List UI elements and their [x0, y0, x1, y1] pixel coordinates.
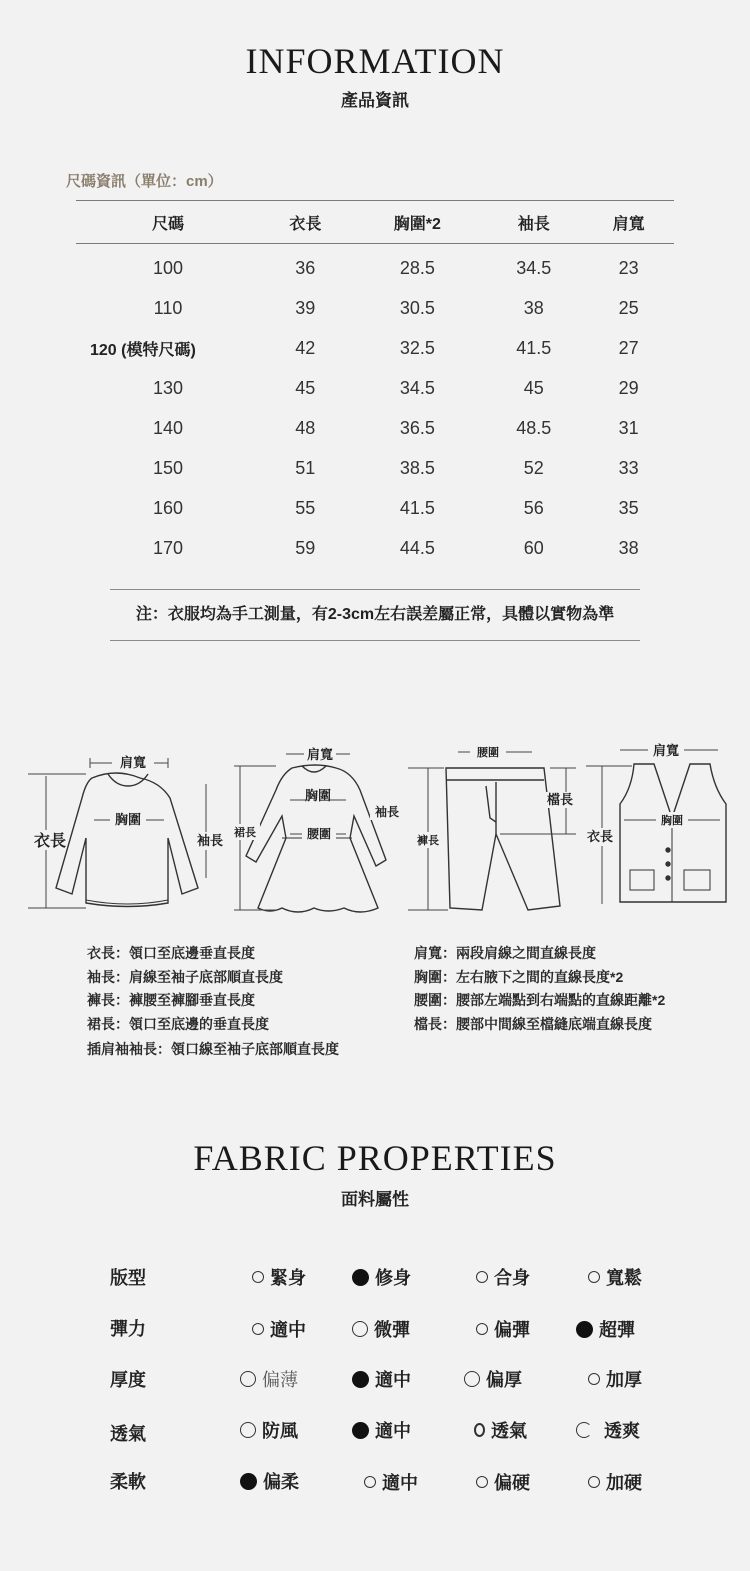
fabric-option-selected: 適中 — [352, 1417, 411, 1443]
table-header-row — [76, 201, 674, 244]
vest-illustration — [620, 764, 726, 902]
fabric-option: 緊身 — [252, 1264, 306, 1290]
fabric-option: 適中 — [364, 1469, 418, 1495]
table-row — [76, 408, 674, 448]
label-shoulder: 肩寬 — [119, 755, 147, 770]
cell: 30.5 — [399, 297, 435, 318]
table-row — [76, 448, 674, 488]
radio-empty-icon — [588, 1476, 600, 1488]
cell: 29 — [618, 377, 639, 398]
cell: 130 — [152, 377, 184, 398]
table-row — [76, 328, 674, 368]
cell: 110 — [153, 297, 183, 318]
cell: 52 — [523, 457, 544, 478]
radio-empty-icon — [474, 1423, 485, 1437]
radio-empty-icon — [588, 1271, 600, 1283]
radio-empty-icon — [576, 1422, 592, 1438]
fabric-title-zh: 面料屬性 — [341, 1190, 409, 1209]
info-title-en: INFORMATION — [245, 41, 505, 81]
fabric-option-selected: 適中 — [352, 1366, 411, 1392]
fabric-option-selected: 超彈 — [576, 1316, 635, 1342]
radio-filled-icon — [576, 1321, 593, 1338]
sweater-illustration — [56, 773, 198, 907]
cell: 140 — [152, 417, 184, 438]
cell: 60 — [523, 537, 544, 558]
radio-empty-icon — [240, 1422, 256, 1438]
fabric-option: 微彈 — [352, 1316, 410, 1342]
cell: 42 — [295, 337, 316, 358]
info-title-zh: 產品資訊 — [341, 91, 409, 110]
radio-filled-icon — [352, 1422, 369, 1439]
definition-item: 肩寬：兩段肩線之間直線長度 — [414, 945, 596, 961]
fabric-option: 偏薄 — [240, 1366, 298, 1392]
label-chest: 胸圍 — [114, 812, 142, 827]
definition-item: 袖長：肩線至袖子底部順直長度 — [87, 969, 283, 985]
col-header-sleeve: 袖長 — [484, 201, 583, 244]
table-row — [76, 244, 674, 289]
fabric-option: 加硬 — [588, 1469, 642, 1495]
fabric-option: 加厚 — [588, 1366, 642, 1392]
fabric-label-thickness: 厚度 — [110, 1370, 146, 1390]
fabric-option: 透爽 — [576, 1417, 640, 1443]
label-vest-shoulder: 肩寬 — [652, 743, 680, 758]
cell: 41.5 — [516, 337, 552, 358]
table-row — [76, 488, 674, 528]
cell: 48 — [295, 417, 316, 438]
definition-item: 衣長：領口至底邊垂直長度 — [87, 945, 255, 961]
fabric-option: 偏硬 — [476, 1469, 530, 1495]
cell: 35 — [618, 497, 639, 518]
radio-empty-icon — [252, 1271, 264, 1283]
cell: 32.5 — [399, 337, 435, 358]
fabric-label-fit: 版型 — [110, 1268, 146, 1288]
size-table — [76, 201, 674, 568]
fabric-option-selected: 偏柔 — [240, 1468, 299, 1494]
cell: 28.5 — [399, 257, 435, 278]
label-length: 衣長 — [33, 833, 67, 850]
cell: 39 — [295, 297, 316, 318]
fabric-option: 透氣 — [474, 1417, 527, 1443]
label-sleeve: 袖長 — [196, 833, 224, 848]
table-row — [76, 528, 674, 568]
label-dress-waist: 腰圍 — [306, 827, 332, 841]
radio-empty-icon — [588, 1373, 600, 1385]
radio-empty-icon — [364, 1476, 376, 1488]
definition-item: 插肩袖袖長：領口線至袖子底部順直長度 — [87, 1041, 339, 1057]
radio-empty-icon — [476, 1476, 488, 1488]
cell: 160 — [152, 497, 184, 518]
radio-filled-icon — [352, 1371, 369, 1388]
cell: 170 — [152, 537, 184, 558]
label-vest-length: 衣長 — [586, 829, 614, 844]
radio-filled-icon — [240, 1473, 257, 1490]
cell: 100 — [152, 257, 184, 278]
label-dress-sleeve: 袖長 — [374, 805, 400, 819]
label-rise: 檔長 — [546, 792, 574, 807]
cell: 44.5 — [399, 537, 435, 558]
col-header-size: 尺碼 — [76, 201, 260, 244]
radio-empty-icon — [352, 1321, 368, 1337]
cell: 51 — [295, 457, 316, 478]
cell: 56 — [523, 497, 544, 518]
fabric-option: 偏厚 — [464, 1366, 522, 1392]
radio-empty-icon — [476, 1271, 488, 1283]
definition-item: 腰圍：腰部左端點到右端點的直線距離*2 — [414, 992, 666, 1008]
fabric-label-breathability: 透氣 — [110, 1424, 146, 1444]
cell: 38 — [523, 297, 544, 318]
cell: 27 — [618, 337, 639, 358]
label-pants-length: 褲長 — [417, 835, 439, 847]
fabric-option: 偏彈 — [476, 1316, 530, 1342]
cell: 38 — [618, 537, 639, 558]
fabric-label-softness: 柔軟 — [110, 1472, 146, 1492]
measurement-diagram — [20, 738, 730, 918]
definition-item: 裙長：領口至底邊的垂直長度 — [87, 1016, 269, 1032]
col-header-length: 衣長 — [260, 201, 351, 244]
fabric-option-selected: 修身 — [352, 1264, 411, 1290]
radio-empty-icon — [464, 1371, 480, 1387]
label-vest-chest: 胸圍 — [661, 815, 683, 827]
fabric-option: 防風 — [240, 1417, 298, 1443]
definition-item: 胸圍：左右腋下之間的直線長度*2 — [414, 969, 624, 985]
definition-item: 檔長：腰部中間線至檔縫底端直線長度 — [414, 1016, 652, 1032]
fabric-option: 合身 — [476, 1264, 530, 1290]
cell: 59 — [295, 537, 316, 558]
definition-item: 褲長：褲腰至褲腳垂直長度 — [87, 992, 255, 1008]
size-table-caption: 尺碼資訊（單位：cm） — [66, 173, 223, 190]
cell-model-size: 120 (模特尺碼) — [90, 341, 196, 359]
radio-empty-icon — [240, 1371, 256, 1387]
measurement-note: 注：衣服均為手工測量，有2-3cm左右誤差屬正常，具體以實物為準 — [110, 589, 640, 641]
pants-illustration — [446, 768, 560, 910]
cell: 34.5 — [516, 257, 552, 278]
fabric-option: 適中 — [252, 1316, 306, 1342]
radio-empty-icon — [252, 1323, 264, 1335]
fabric-label-stretch: 彈力 — [110, 1319, 146, 1339]
cell: 34.5 — [399, 377, 435, 398]
cell: 36 — [295, 257, 316, 278]
col-header-shoulder: 肩寬 — [583, 201, 674, 244]
label-pants-waist: 腰圍 — [477, 747, 499, 759]
radio-empty-icon — [476, 1323, 488, 1335]
fabric-option: 寬鬆 — [588, 1264, 642, 1290]
cell: 36.5 — [399, 417, 435, 438]
cell: 150 — [152, 457, 184, 478]
cell: 55 — [295, 497, 316, 518]
cell: 41.5 — [399, 497, 435, 518]
cell: 45 — [523, 377, 544, 398]
table-row — [76, 288, 674, 328]
cell: 33 — [618, 457, 639, 478]
col-header-chest: 胸圍*2 — [351, 201, 484, 244]
cell: 48.5 — [516, 417, 552, 438]
label-skirt-length: 裙長 — [234, 827, 256, 839]
cell: 45 — [295, 377, 316, 398]
cell: 25 — [618, 297, 639, 318]
cell: 23 — [618, 257, 639, 278]
table-row — [76, 368, 674, 408]
fabric-title-en: FABRIC PROPERTIES — [193, 1138, 557, 1178]
radio-filled-icon — [352, 1269, 369, 1286]
cell: 31 — [618, 417, 639, 438]
label-dress-chest: 胸圍 — [304, 788, 332, 803]
cell: 38.5 — [399, 457, 435, 478]
label-dress-shoulder: 肩寬 — [306, 747, 334, 762]
